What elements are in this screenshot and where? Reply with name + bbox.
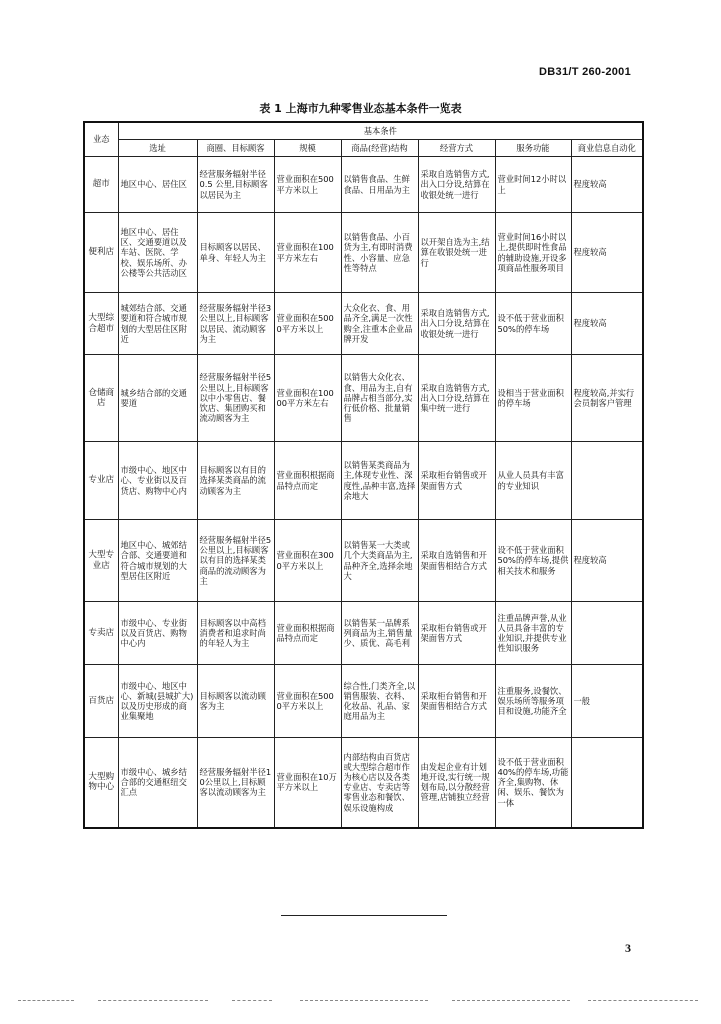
standard-code: DB31/T 260-2001 [539, 66, 631, 78]
condition-cell: 以销售大众化衣、食、用品为主,自有品牌占相当部分,实行低价格、批量销售 [341, 355, 418, 442]
condition-cell: 地区中心、城郊结合部、交通要道和符合城市规划的大型居住区附近 [118, 520, 197, 602]
format-name-cell: 便利店 [84, 213, 118, 293]
table-row [84, 520, 643, 602]
page-number: 3 [625, 941, 631, 955]
condition-cell: 大众化衣、食、用品齐全,满足一次性购全,注重本企业品牌开发 [341, 293, 418, 355]
format-name-cell: 大型购物中心 [84, 738, 118, 828]
condition-cell: 市级中心、地区中心、专业街以及百货店、购物中心内 [118, 442, 197, 520]
group-header-basic-conditions: 基本条件 [118, 122, 643, 140]
table-row [84, 213, 643, 293]
condition-cell: 营业面积在10万平方米以上 [274, 738, 341, 828]
scan-edge-mark [300, 1000, 428, 1001]
condition-cell [571, 442, 643, 520]
condition-cell [571, 602, 643, 665]
condition-cell: 以销售食品、生鲜食品、日用品为主 [341, 157, 418, 213]
scan-edge-mark [18, 1000, 74, 1001]
condition-cell: 采取自选销售方式,出入口分设,结算在集中统一进行 [418, 355, 495, 442]
condition-cell: 市级中心、专业街以及百货店、购物中心内 [118, 602, 197, 665]
condition-cell [571, 738, 643, 828]
condition-cell: 注重品牌声誉,从业人员具备丰富的专业知识,并提供专业性知识服务 [495, 602, 571, 665]
condition-cell: 内部结构由百货店或大型综合超市作为核心店以及各类专业店、专卖店等零售业态和餐饮、娱乐设施构成 [341, 738, 418, 828]
condition-cell: 程度较高 [571, 213, 643, 293]
column-header: 经营方式 [418, 140, 495, 157]
condition-cell: 采取柜台销售或开架面售方式 [418, 442, 495, 520]
condition-cell: 市级中心、城乡结合部的交通枢纽交汇点 [118, 738, 197, 828]
condition-cell: 以销售某类商品为主,体现专业性、深度性,品种丰富,选择余地大 [341, 442, 418, 520]
condition-cell: 经营服务辐射半径3公里以上,目标顾客以居民、流动顾客为主 [197, 293, 274, 355]
condition-cell: 程度较高 [571, 157, 643, 213]
condition-cell: 营业面积在5000平方米以上 [274, 665, 341, 738]
condition-cell: 营业时间16小时以上,提供即时性食品的辅助设施,开设多项商品性服务项目 [495, 213, 571, 293]
condition-cell: 一般 [571, 665, 643, 738]
column-header: 商品(经营)结构 [341, 140, 418, 157]
condition-cell: 程度较高,并实行会员制客户管理 [571, 355, 643, 442]
condition-cell: 设不低于营业面积40%的停车场,功能齐全,集购物、休闲、娱乐、餐饮为一体 [495, 738, 571, 828]
condition-cell: 地区中心、居住区、交通要道以及车站、医院、学校、娱乐场所、办公楼等公共活动区 [118, 213, 197, 293]
condition-cell: 地区中心、居住区 [118, 157, 197, 213]
header-row-columns [84, 140, 643, 157]
condition-cell: 经营服务辐射半径5公里以上,目标顾客以中小零售店、餐饮店、集团购买和流动顾客为主 [197, 355, 274, 442]
condition-cell: 以销售食品、小百货为主,有即时消费性、小容量、应急性等特点 [341, 213, 418, 293]
scan-edge-mark [98, 1000, 208, 1001]
table-title: 表 1 上海市九种零售业态基本条件一览表 [259, 102, 462, 115]
condition-cell: 程度较高 [571, 293, 643, 355]
condition-cell: 综合性,门类齐全,以销售服装、衣料、化妆品、礼品、家庭用品为主 [341, 665, 418, 738]
column-header: 商圈、目标顾客 [197, 140, 274, 157]
format-name-cell: 大型综合超市 [84, 293, 118, 355]
column-header: 商业信息自动化 [571, 140, 643, 157]
condition-cell: 设相当于营业面积的停车场 [495, 355, 571, 442]
column-header: 服务功能 [495, 140, 571, 157]
condition-cell: 采取柜台销售和开架面售相结合方式 [418, 665, 495, 738]
condition-cell: 营业面积在3000平方米以上 [274, 520, 341, 602]
condition-cell: 市级中心、地区中心、新城(县城扩大)以及历史形成的商业集聚地 [118, 665, 197, 738]
condition-cell: 程度较高 [571, 520, 643, 602]
condition-cell: 采取自选销售方式,出入口分设,结算在收银处统一进行 [418, 157, 495, 213]
retail-formats-table [83, 121, 644, 829]
condition-cell: 营业面积在5000平方米以上 [274, 293, 341, 355]
condition-cell: 营业时间12小时以上 [495, 157, 571, 213]
condition-cell: 采取柜台销售或开架面售方式 [418, 602, 495, 665]
condition-cell: 目标顾客以流动顾客为主 [197, 665, 274, 738]
condition-cell: 以销售某一大类或几个大类商品为主,品种齐全,选择余地大 [341, 520, 418, 602]
condition-cell: 目标顾客以有目的选择某类商品的流动顾客为主 [197, 442, 274, 520]
header-row-group [84, 122, 643, 140]
condition-cell: 营业面积在100平方米左右 [274, 213, 341, 293]
condition-cell: 以销售某一品牌系列商品为主,销售量少、质优、高毛利 [341, 602, 418, 665]
table-row [84, 355, 643, 442]
table-row [84, 665, 643, 738]
condition-cell: 经营服务辐射半径 0.5 公里,目标顾客以居民为主 [197, 157, 274, 213]
scan-edge-mark [452, 1000, 570, 1001]
condition-cell: 从业人员具有丰富的专业知识 [495, 442, 571, 520]
condition-cell: 营业面积在500平方米以上 [274, 157, 341, 213]
condition-cell: 营业面积在10000平方米左右 [274, 355, 341, 442]
scan-edge-mark [588, 1000, 698, 1001]
condition-cell: 目标顾客以居民、单身、年轻人为主 [197, 213, 274, 293]
condition-cell: 经营服务辐射半径10公里以上,目标顾客以流动顾客为主 [197, 738, 274, 828]
condition-cell: 由发起企业有计划地开设,实行统一规划布局,以分散经营管理,店铺独立经营 [418, 738, 495, 828]
condition-cell: 注重服务,设餐饮、娱乐场所等服务项目和设施,功能齐全 [495, 665, 571, 738]
table-row [84, 442, 643, 520]
condition-cell: 城乡结合部的交通要道 [118, 355, 197, 442]
condition-cell: 经营服务辐射半径5公里以上,目标顾客以有目的选择某类商品的流动顾客为主 [197, 520, 274, 602]
condition-cell: 采取自选销售和开架面售相结合方式 [418, 520, 495, 602]
format-name-cell: 专业店 [84, 442, 118, 520]
table-row [84, 293, 643, 355]
condition-cell: 目标顾客以中高档消费者和追求时尚的年轻人为主 [197, 602, 274, 665]
format-name-cell: 超市 [84, 157, 118, 213]
scan-edge-mark [232, 1000, 272, 1001]
format-name-cell: 专卖店 [84, 602, 118, 665]
condition-cell: 城郊结合部、交通要道和符合城市规划的大型居住区附近 [118, 293, 197, 355]
format-name-cell: 仓储商店 [84, 355, 118, 442]
row-header-format: 业态 [84, 122, 118, 157]
condition-cell: 以开架自选为主,结算在收银处统一进行 [418, 213, 495, 293]
condition-cell: 营业面积根据商品特点而定 [274, 442, 341, 520]
condition-cell: 设不低于营业面积50%的停车场 [495, 293, 571, 355]
footer-rule [281, 915, 447, 916]
condition-cell: 采取自选销售方式,出入口分设,结算在收银处统一进行 [418, 293, 495, 355]
format-name-cell: 大型专业店 [84, 520, 118, 602]
column-header: 规模 [274, 140, 341, 157]
table-row [84, 157, 643, 213]
condition-cell: 营业面积根据商品特点而定 [274, 602, 341, 665]
condition-cell: 设不低于营业面积50%的停车场,提供相关技术和服务 [495, 520, 571, 602]
column-header: 选址 [118, 140, 197, 157]
table-row [84, 602, 643, 665]
format-name-cell: 百货店 [84, 665, 118, 738]
table-row [84, 738, 643, 828]
